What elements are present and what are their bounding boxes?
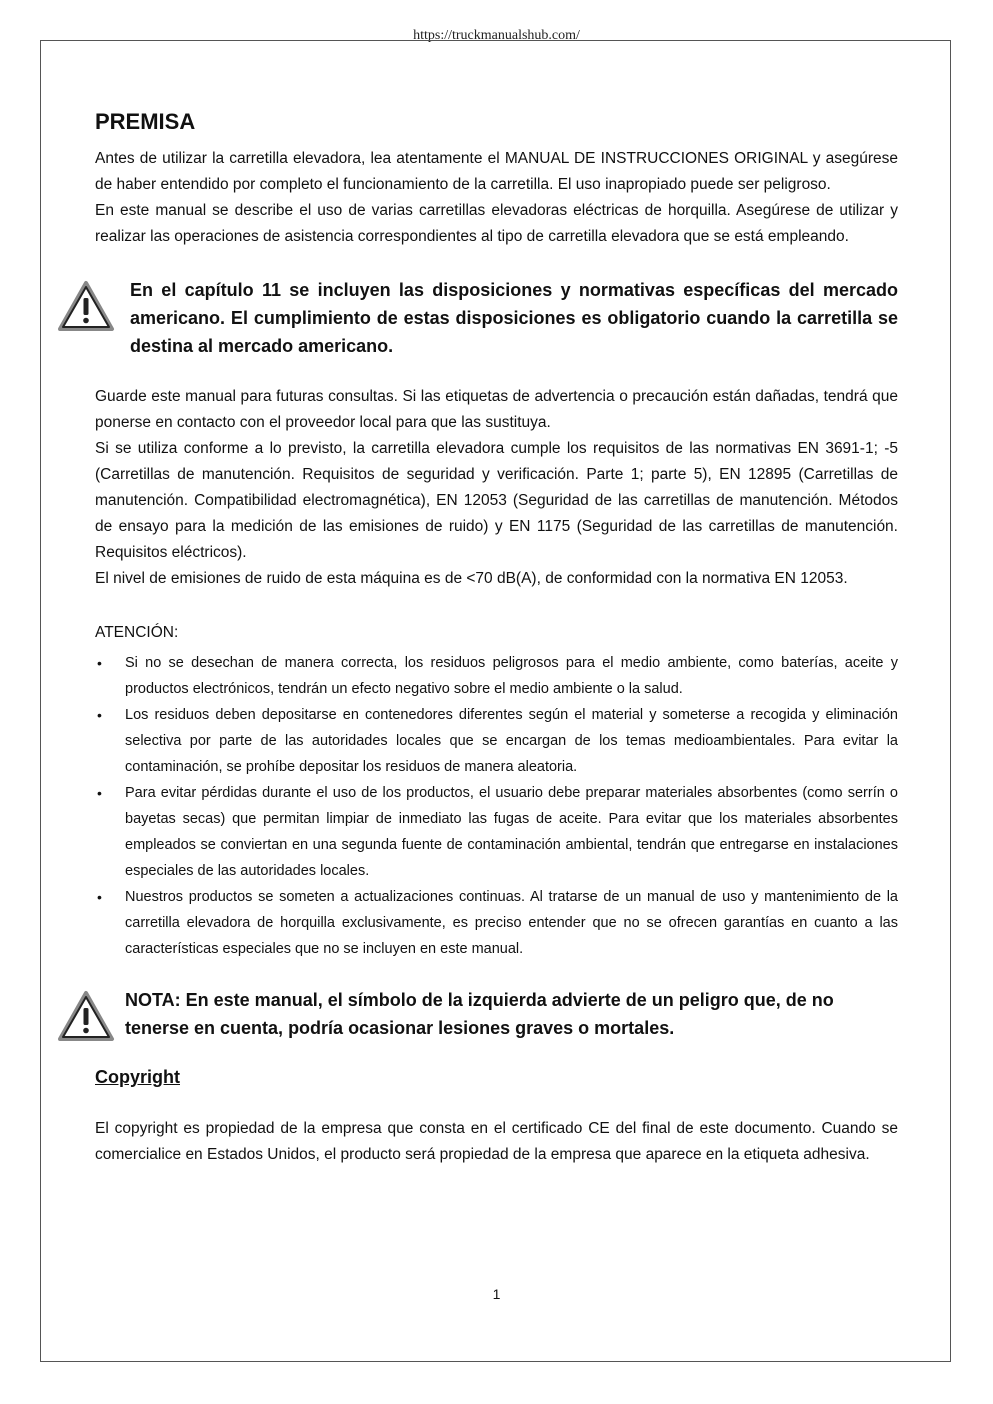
list-item: • Si no se desechan de manera correcta, los residuos peligrosos para el medio ambiente, como baterías, aceite y productos electrónicos, tendrán un efecto negativo sobre el medio ambiente o la salud.	[95, 650, 898, 702]
list-item: • Nuestros productos se someten a actualizaciones continuas. Al tratarse de un manual de uso y mantenimiento de la carretilla elevadora de horquilla exclusivamente, es preciso entender que no se ofrecen garantías en cuanto a las características especiales que no se incluyen en este manual.	[95, 884, 898, 962]
premisa-paragraph-2: En este manual se describe el uso de varias carretillas elevadoras eléctricas de horquilla. Asegúrese de utilizar y realizar las operaciones de asistencia correspondientes al tipo de carretilla elevadora que se está empleando.	[95, 202, 898, 245]
body-paragraph-1: Guarde este manual para futuras consultas. Si las etiquetas de advertencia o precaución están dañadas, tendrá que ponerse en contacto con el proveedor local para que las sustituya.	[95, 388, 898, 431]
premisa-paragraph-1: Antes de utilizar la carretilla elevadora, lea atentamente el MANUAL DE INSTRUCCIONES ORIGINAL y asegúrese de haber entendido por completo el funcionamiento de la carretilla. El uso inapropiado puede ser peligroso.	[95, 150, 898, 193]
premisa-title: PREMISA	[95, 109, 196, 134]
bullet-icon: •	[97, 707, 102, 723]
page-content	[95, 108, 898, 1168]
list-item: • Para evitar pérdidas durante el uso de los productos, el usuario debe preparar materiales absorbentes (como serrín o bayetas secas) que permitan limpiar de inmediato las fugas de aceite. Para evitar que los materiales absorbentes empleados se conviertan en una segunda fuente de contaminación ambiental, tendrán que entregarse en instalaciones especiales de las autoridades locales.	[95, 780, 898, 884]
bullet-icon: •	[97, 785, 102, 801]
nota-warning	[95, 986, 898, 1042]
body-paragraph-3: El nivel de emisiones de ruido de esta máquina es de <70 dB(A), de conformidad con la normativa EN 12053.	[95, 570, 848, 587]
bullet-icon: •	[97, 889, 102, 905]
atencion-list	[95, 650, 898, 962]
atencion-title: ATENCIÓN:	[95, 624, 179, 641]
american-market-warning-text: En el capítulo 11 se incluyen las disposiciones y normativas específicas del mercado americano. El cumplimiento de estas disposiciones es obligatorio cuando la carretilla se destina al mercado americano.	[130, 280, 898, 356]
nota-warning-text: NOTA: En este manual, el símbolo de la izquierda advierte de un peligro que, de no tenerse en cuenta, podría ocasionar lesiones graves o mortales.	[125, 990, 834, 1038]
warning-triangle-icon	[57, 280, 115, 332]
header-url: https://truckmanualshub.com/	[413, 28, 580, 43]
bullet-icon: •	[97, 655, 102, 671]
list-item: • Los residuos deben depositarse en contenedores diferentes según el material y someterse a recogida y eliminación selectiva por parte de las autoridades locales que se encargan de los temas medioambientales. Para evitar la contaminación, se prohíbe depositar los residuos de manera aleatoria.	[95, 702, 898, 780]
copyright-paragraph: El copyright es propiedad de la empresa que consta en el certificado CE del final de este documento. Cuando se comercialice en Estados Unidos, el producto será propiedad de la empresa que aparece en la etiqueta adhesiva.	[95, 1120, 898, 1163]
body-paragraph-2: Si se utiliza conforme a lo previsto, la carretilla elevadora cumple los requisitos de las normativas EN 3691-1; -5 (Carretillas de manutención. Requisitos de seguridad y verificación. Parte 1; parte 5), EN 12895 (Carretillas de manutención. Compatibilidad electromagnética), EN 12053 (Seguridad de las carretillas de manutención. Métodos de ensayo para la medición de las emisiones de ruido) y EN 1175 (Seguridad de las carretillas de manutención. Requisitos eléctricos).	[95, 440, 898, 561]
american-market-warning	[95, 276, 898, 360]
warning-triangle-icon	[57, 990, 115, 1042]
copyright-title: Copyright	[95, 1067, 180, 1087]
page-number: 1	[492, 1286, 501, 1302]
